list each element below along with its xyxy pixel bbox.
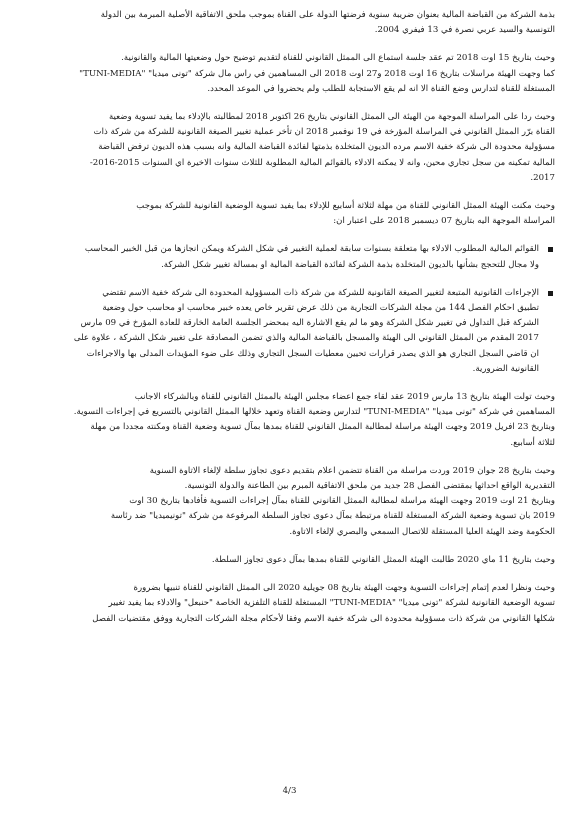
text-line: وحيث ونظرا لعدم إتمام إجراءات التسوية وجهت الهيئة بتاريخ 08 جويلية 2020 الى الممثل القانوني للقناة تنبيها بضرورة	[133, 583, 555, 594]
text-line: 2019 بان تسوية وضعية الشركة المستغلة للقناة مرتبطة بمآل دعوى تجاوز السلطة المرفوعة من شركة "تونيميديا" ضد رئاسة	[110, 511, 555, 522]
text-line: القوائم المالية المطلوب الادلاء بها متعلقة بسنوات سابقة لعملية التغيير في شكل الشركة ويمكن انجازها من قبل الخبير المحاسب	[84, 244, 539, 255]
text-line: لثلاثة أسابيع.	[510, 437, 555, 448]
page-number: 4/3	[282, 786, 297, 796]
text-line: تسوية الوضعية القانونية لشركة "تونى ميديا" "TUNI-MEDIA" المستغلة للقناة التلفزية الخاصة "حنبعل" والادلاء بما يفيد تغيير	[108, 598, 555, 609]
text-line: وحيث بتاريخ 28 جوان 2019 وردت مراسلة من القناة تتضمن اعلام بتقديم دعوى تجاوز سلطة لإلغاء الاتاوة السنوية	[149, 465, 555, 476]
text-line: الشركة قبل التداول في تغيير شكل الشركة وهو ما لم يقع الاشارة اليه بمحضر الجلسة العامة الخارقة للعادة المؤرخ في 09 مارس	[80, 318, 539, 329]
paragraph	[24, 581, 555, 627]
text-line: الحكومة وضد الهيئة العليا المستقلة للاتصال السمعي والبصري لإلغاء الاتاوة.	[289, 526, 555, 537]
text-line: وحيث بتاريخ 15 اوت 2018 تم عقد جلسة استماع الى الممثل القانوني للقناة لتقديم توضيح حول وضعيتها المالية والقانونية.	[121, 53, 555, 64]
bullet-item	[24, 286, 555, 377]
paragraph	[24, 110, 555, 186]
text-line: الإجراءات القانونية المتبعة لتغيير الصيغة القانونية للشركة من شركة ذات المسؤولية المحدودة الى شركة خفية الاسم تقتضي	[102, 287, 539, 298]
text-line: القناة برّر الممثل القانوني في المراسلة المؤرخة في 19 نوفمبر 2018 ان تأخر عملية تغيير الصيغة القانونية للشركة من شركة ذات	[93, 127, 555, 138]
paragraph	[24, 199, 555, 229]
paragraph	[24, 8, 555, 38]
text-line: المراسلة الموجهة اليه بتاريخ 07 ديسمبر 2018 على اعتبار ان:	[333, 216, 555, 227]
text-line: وحيث بتاريخ 11 ماي 2020 طالبت الهيئة الممثل القانوني للقناة بمدها بمآل دعوى تجاوز السلطة.	[211, 554, 555, 565]
paragraph	[24, 553, 555, 568]
bullet-list	[24, 242, 555, 377]
text-line: وحيث ردا على المراسلة الموجهة من الهيئة الى الممثل القانوني بتاريخ 26 اكتوبر 2018 لمطالبته بالإدلاء بما يفيد تسوية وضعية	[108, 112, 555, 123]
text-line: 2017 المقدم من الممثل القانوني الى الهيئة والمسجل بالقباضة المالية والذي تضمن المصادقة على تغيير شكل الشركة ، علاوة على	[73, 333, 539, 344]
text-line: شكلها القانوني من شركة ذات مسؤولية محدودة الى شركة خفية الاسم وفقا لأحكام مجلة الشركات التجارية ووفق مقتضيات الفصل	[92, 613, 555, 624]
bullet-square-icon	[548, 291, 553, 296]
text-line: التونسية والسيد عربي نصرة في 13 فيفري 2004.	[374, 25, 555, 36]
text-line: 2017.	[530, 172, 555, 183]
bullet-item	[24, 242, 555, 272]
text-line: التقديرية الواقع احداثها بمقتضى الفصل 28 جديد من ملحق الاتفاقية المبرم بين الطاعنة والدولة التونسية.	[184, 481, 555, 492]
text-line: تطبيق احكام الفصل 144 من مجلة الشركات التجارية من ذلك عرض تقرير خاص يعده خبير محاسب او محاسب حول وضعية	[102, 303, 539, 314]
body-text-bottom	[24, 390, 555, 627]
body-text-top	[24, 8, 555, 229]
text-line: وبتاريخ 23 افريل 2019 وجهت الهيئة مراسلة لمطالبة الممثل القانوني للقناة بمدها بمآل تسوية وضعية القناة ومكنته مجددا من مهلة	[90, 422, 555, 433]
text-line: بذمة الشركة من القباضة المالية بعنوان ضريبة سنوية فرضتها الدولة على القناة بموجب ملحق الاتفاقية الأصلية المبرمة بين الدولة	[100, 10, 555, 20]
text-line: المالية تمكينه من سجل تجاري محين، وانه لا يمكنه الادلاء بالقوائم المالية المطلوبة للثلاث سنوات الاخيرة اي السنوات 2015-2016-	[89, 157, 555, 168]
text-line: وحيث تولت الهيئة بتاريخ 13 مارس 2019 عقد لقاء جمع اعضاء مجلس الهيئة بالممثل القانوني للقناة وبالشركاء الاجانب	[134, 392, 555, 403]
paragraph	[24, 464, 555, 540]
paragraph	[24, 390, 555, 451]
text-line: وبتاريخ 21 اوت 2019 وجهت الهيئة مراسلة لمطالبة الممثل القانوني للقناة بمآل إجراءات التسوية فأفادها بتاريخ 30 اوت	[129, 496, 555, 507]
text-line: ان قاضي السجل التجاري هو الذي يصدر قرارات تحيين معطيات السجل التجاري وذلك على ضوء المؤيدات المدلى بها والاجراءات	[86, 348, 539, 359]
bullet-square-icon	[548, 247, 553, 252]
text-line: المستغلة للقناة لتدارس وضع القناة الا انه لم يقع الاستجابة للطلب ولم يحضروا في الموعد المحدد.	[207, 83, 555, 94]
text-line: ولا مجال للتحجج بشأنها بالديون المتخلدة بذمة الشركة لفائدة القباضة المالية او بمسالة تغيير شكل الشركة.	[161, 259, 539, 270]
text-line: وحيث مكنت الهيئة الممثل القانوني للقناة من مهلة لثلاثة أسابيع للإدلاء بما يفيد تسوية الوضعية القانونية للشركة بموجب	[136, 201, 555, 212]
paragraph	[24, 51, 555, 97]
text-line: المساهمين في شركة "تونى ميديا" "TUNI-MEDIA" لتدارس وضعية القناة وتعهد خلالها الممثل القانوني بالتسريع في إجراءات التسوية.	[73, 407, 555, 418]
text-line: القانونية الضرورية.	[472, 363, 539, 374]
text-line: مسؤولية محدودة الى شركة خفية الاسم مرده الديون المتخلدة بذمتها لفائدة القباضة المالية وانه بسبب هذه الديون ترفض القباضة	[98, 142, 555, 153]
text-line: كما وجهت الهيئة مراسلات بتاريخ 16 اوت 2018 و27 اوت 2018 الى المساهمين في راس مال شركة "تونى ميديا" "TUNI-MEDIA"	[79, 68, 555, 79]
